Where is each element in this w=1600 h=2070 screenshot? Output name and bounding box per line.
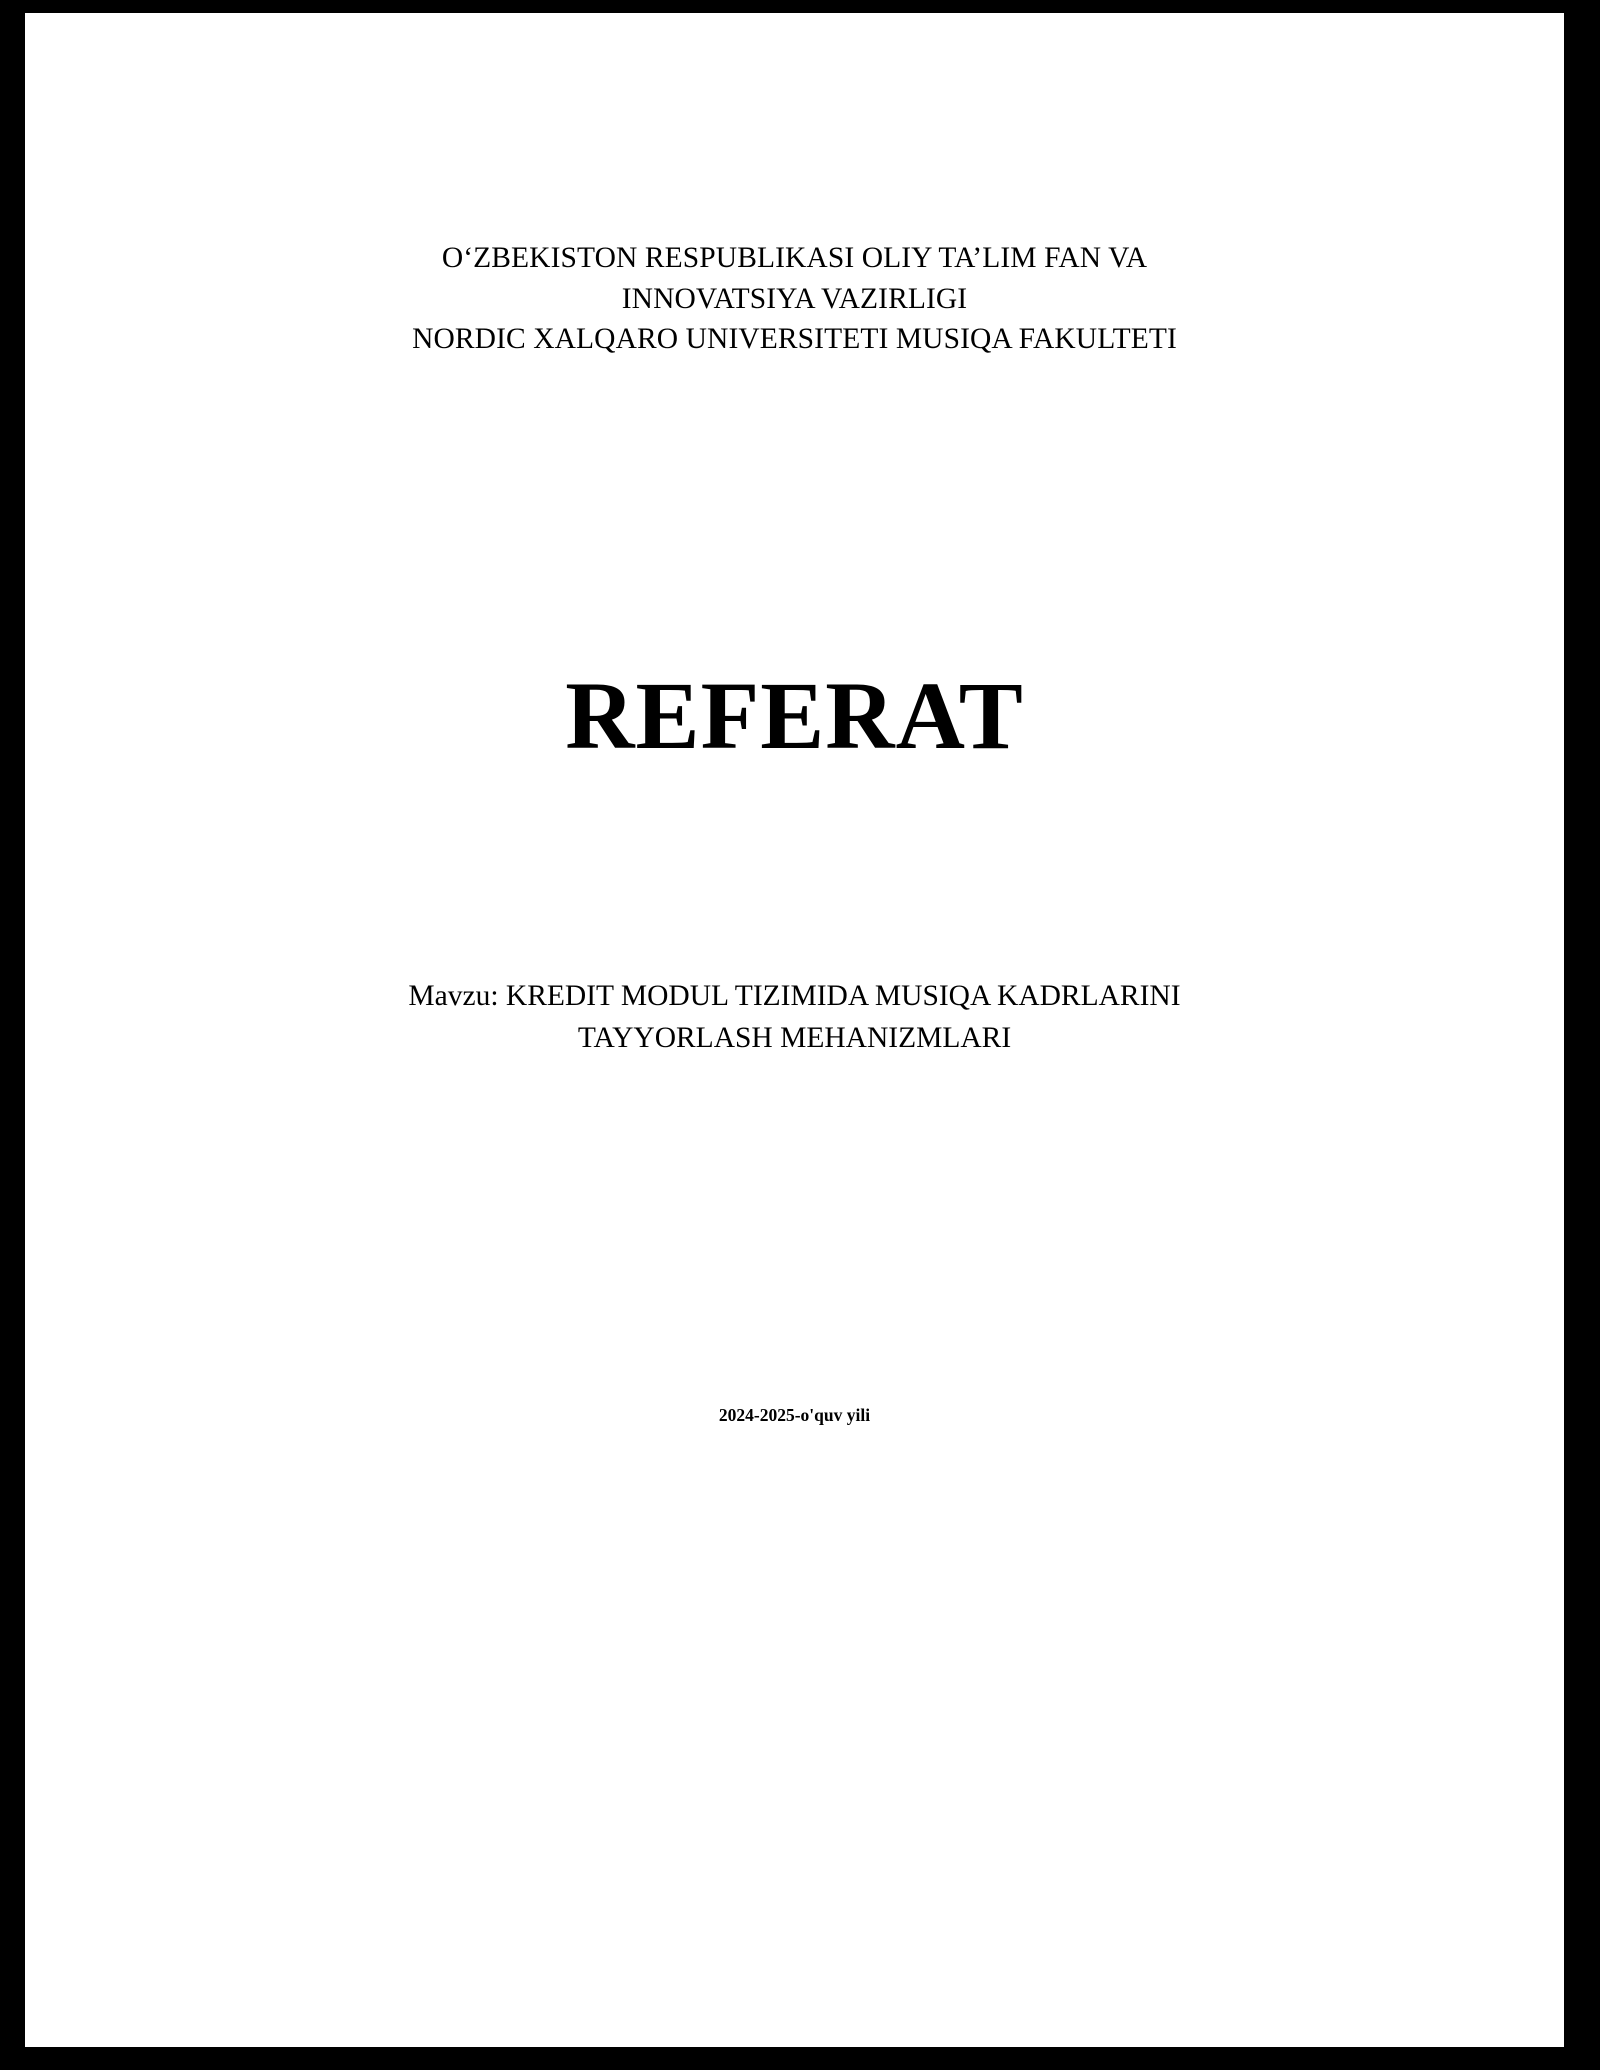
document-subject: [25, 976, 1564, 1060]
institution-header-line-2: INNOVATSIYA VAZIRLIGI: [621, 282, 968, 315]
document-page: [22, 10, 1567, 2050]
page-bottom-spacer: [25, 1426, 1564, 1886]
institution-header-line-1: O‘ZBEKISTON RESPUBLIKASI OLIY TA’LIM FAN VA: [441, 242, 1148, 274]
page-content-area: [25, 13, 1564, 2047]
document-subject-line-1: Mavzu: KREDIT MODUL TIZIMIDA MUSIQA KADRLARINI: [408, 980, 1181, 1013]
institution-header: [25, 238, 1564, 360]
title-page-body: [25, 13, 1564, 1886]
institution-header-line-3: NORDIC XALQARO UNIVERSITETI MUSIQA FAKULTETI: [412, 323, 1177, 356]
document-title: REFERAT: [565, 662, 1024, 770]
academic-year: 2024-2025-o'quv yili: [718, 1404, 871, 1425]
document-subject-line-2: TAYYORLASH MEHANIZMLARI: [577, 1021, 1012, 1054]
